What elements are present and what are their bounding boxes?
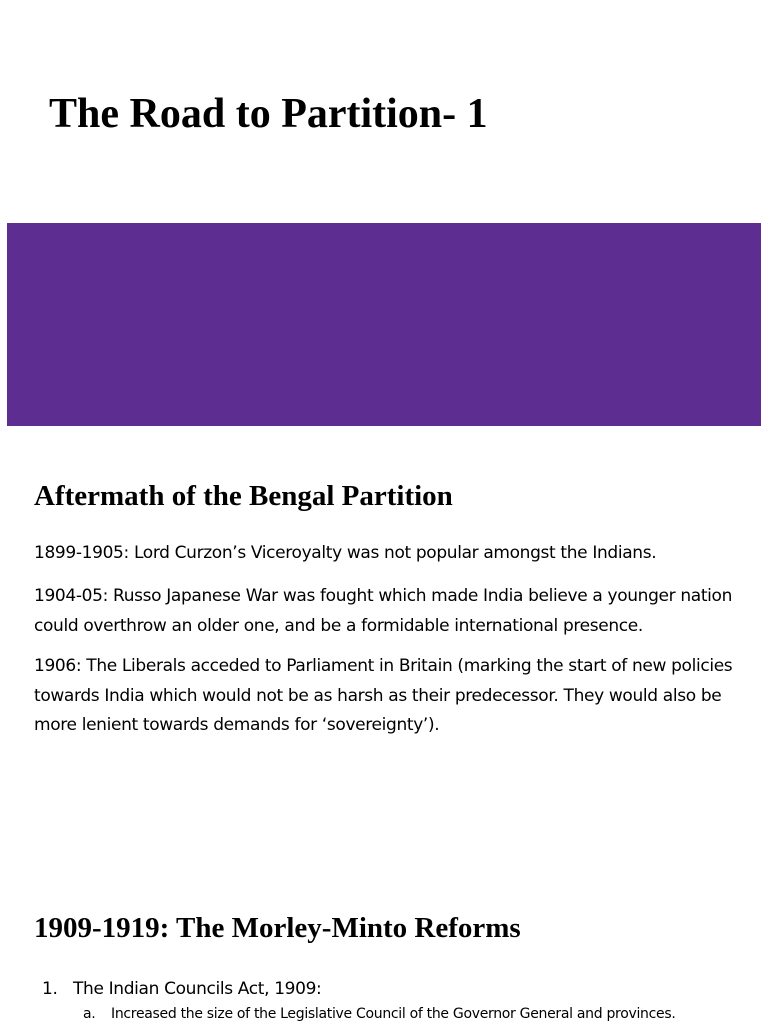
banner	[7, 223, 761, 426]
paragraph-russo-japanese-war: 1904-05: Russo Japanese War was fought which made India believe a younger nation could overthrow an older one, and be a formidable international presence.	[34, 586, 732, 636]
section-heading-morley-minto: 1909-1919: The Morley-Minto Reforms	[34, 912, 521, 944]
list-marker: 1.	[42, 979, 58, 999]
sub-list-item-text: Increased the size of the Legislative Council of the Governor General and provinces.	[111, 1006, 676, 1022]
page-title: The Road to Partition- 1	[49, 91, 488, 137]
sub-list-marker: a.	[83, 1006, 96, 1022]
paragraph-liberals: 1906: The Liberals acceded to Parliament in Britain (marking the start of new policies towards India which would not be as harsh as their predecessor. They would also be more lenient towards demands for ‘sovereignty’).	[34, 656, 733, 735]
list-item	[42, 975, 321, 1003]
section-heading-aftermath: Aftermath of the Bengal Partition	[34, 480, 453, 512]
list-item-text: The Indian Councils Act, 1909:	[73, 979, 322, 999]
paragraph-curzon: 1899-1905: Lord Curzon’s Viceroyalty was not popular amongst the Indians.	[34, 543, 657, 563]
sub-list-item	[83, 1003, 675, 1024]
